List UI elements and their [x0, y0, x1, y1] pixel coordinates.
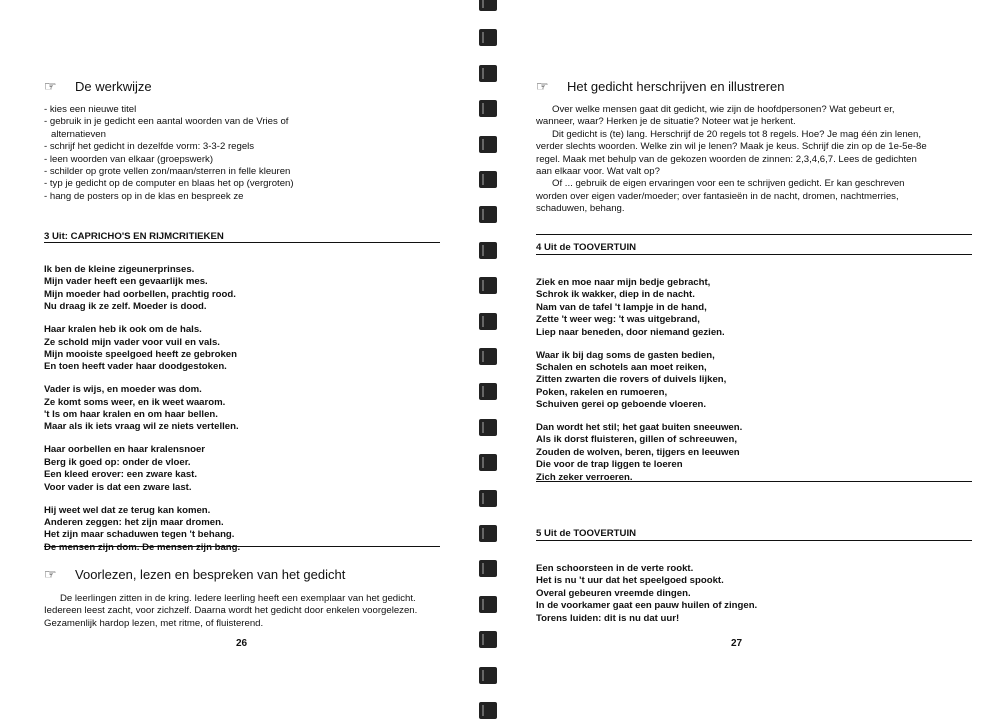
- poem-line: Nu draag ik ze zelf. Moeder is dood.: [44, 301, 207, 313]
- poem-line: Nam van de tafel 't lampje in de hand,: [536, 301, 707, 313]
- binding-ring: [479, 313, 497, 330]
- poem-stanza: [536, 563, 757, 625]
- body-line: schaduwen, behang.: [536, 203, 625, 215]
- section-4-rule: [536, 254, 972, 255]
- binding-ring: [479, 29, 497, 46]
- poem-line: Dan wordt het stil; het gaat buiten sneeuwen.: [536, 422, 743, 434]
- poem-line: Waar ik bij dag soms de gasten bedien,: [536, 349, 715, 361]
- poem-line: Schalen en schotels aan moet reiken,: [536, 361, 707, 373]
- section-4-poem: [536, 277, 742, 495]
- body-line: verder slechts woorden. Welke zin wil je lenen? Maak je keus. Schrijf die zin op de 1e-5e-8e: [536, 141, 927, 153]
- binding-ring: [479, 383, 497, 400]
- poem-line: Schuiven gerei op geboende vloeren.: [536, 399, 707, 411]
- poem-line: Ik ben de kleine zigeunerprinses.: [44, 264, 195, 275]
- werkwijze-heading-row: [44, 78, 152, 96]
- poem-line: Het is nu 't uur dat het speelgoed spookt.: [536, 575, 724, 587]
- section-3-end-rule: [44, 546, 440, 547]
- poem-line: Overal gebeuren vreemde dingen.: [536, 587, 691, 599]
- poem-line: Ze schold mijn vader voor vuil en vals.: [44, 336, 220, 348]
- poem-line: Ze komt soms weer, en ik weet waarom.: [44, 396, 226, 408]
- poem-line: Schrok ik wakker, diep in de nacht.: [536, 289, 695, 301]
- section-5-rule: [536, 540, 972, 541]
- pointing-hand-icon: ☞: [44, 78, 57, 94]
- list-item: - typ je gedicht op de computer en blaas het op (vergroten): [44, 178, 294, 190]
- right-page: [506, 0, 999, 707]
- section-5-title: 5 Uit de TOOVERTUIN: [536, 528, 637, 539]
- poem-line: Ziek en moe naar mijn bedje gebracht,: [536, 277, 711, 288]
- poem-line: In de voorkamer gaat een pauw huilen of zingen.: [536, 600, 758, 612]
- list-item: - schrijf het gedicht in dezelfde vorm: 3-3-2 regels: [44, 141, 255, 153]
- herschrijven-body: [536, 104, 927, 216]
- voorlezen-heading: Voorlezen, lezen en bespreken van het gedicht: [75, 567, 346, 582]
- poem-line: Torens luiden: dit is nu dat uur!: [536, 612, 680, 624]
- voorlezen-body: [44, 593, 417, 630]
- poem-line: Voor vader is dat een zware last.: [44, 481, 192, 493]
- werkwijze-heading: De werkwijze: [75, 79, 152, 94]
- binding-ring: [479, 667, 497, 684]
- poem-line: Anderen zeggen: het zijn maar dromen.: [44, 516, 224, 528]
- section-3-poem: [44, 264, 240, 565]
- werkwijze-list: [44, 104, 294, 203]
- body-line: wanneer, waar? Herken je de situatie? Noteer wat je herkent.: [536, 116, 796, 128]
- poem-line: Maar als ik iets vraag wil ze niets vertellen.: [44, 421, 239, 433]
- body-line: Iedereen leest zacht, voor zichzelf. Daarna wordt het gedicht door enkelen voorgelezen.: [44, 605, 418, 617]
- poem-line: Mijn mooiste speelgoed heeft ze gebroken: [44, 348, 237, 360]
- binding-ring: [479, 100, 497, 117]
- body-line: aan elkaar voor. Wat valt op?: [536, 166, 660, 178]
- list-item: alternatieven: [51, 128, 106, 140]
- body-line: De leerlingen zitten in de kring. Iedere leerling heeft een exemplaar van het gedicht.: [60, 593, 416, 604]
- poem-line: Poken, rakelen en rumoeren,: [536, 386, 668, 398]
- binding-ring: [479, 206, 497, 223]
- poem-line: Hij weet wel dat ze terug kan komen.: [44, 504, 211, 516]
- list-item: - leen woorden van elkaar (groepswerk): [44, 153, 214, 165]
- poem-stanza: [44, 264, 240, 314]
- body-line: worden over eigen vader/moeder; over fantasieën in de nacht, dromen, nachtmerries,: [536, 190, 899, 202]
- herschrijven-heading-row: [536, 78, 785, 96]
- herschrijven-heading: Het gedicht herschrijven en illustreren: [567, 79, 785, 94]
- poem-line: Haar kralen heb ik ook om de hals.: [44, 324, 202, 336]
- page-number-right: 27: [731, 638, 743, 649]
- poem-line: Als ik dorst fluisteren, gillen of schreeuwen,: [536, 434, 737, 446]
- poem-line: 't Is om haar kralen en om haar bellen.: [44, 409, 218, 421]
- list-item: - gebruik in je gedicht een aantal woorden van de Vries of: [44, 116, 289, 128]
- poem-line: Het zijn maar schaduwen tegen 't behang.: [44, 529, 235, 541]
- section-4-top-rule: [536, 234, 972, 235]
- poem-stanza: [536, 422, 742, 484]
- body-line: regel. Maak met behulp van de gekozen woorden de zinnen: 2,3,4,6,7. Lees de gedichten: [536, 153, 917, 165]
- binding-ring: [479, 171, 497, 188]
- page-number-left: 26: [236, 638, 248, 649]
- poem-line: Mijn moeder had oorbellen, prachtig rood.: [44, 288, 236, 300]
- poem-line: En toen heeft vader haar doodgestoken.: [44, 361, 227, 373]
- poem-stanza: [536, 350, 742, 412]
- binding-ring: [479, 277, 497, 294]
- poem-line: Een schoorsteen in de verte rookt.: [536, 563, 694, 574]
- binding-ring: [479, 242, 497, 259]
- binding-ring: [479, 596, 497, 613]
- list-item: - hang de posters op in de klas en bespreek ze: [44, 190, 244, 202]
- body-line: Over welke mensen gaat dit gedicht, wie zijn de hoofdpersonen? Wat gebeurt er,: [552, 104, 895, 115]
- poem-stanza: [536, 277, 742, 339]
- poem-line: Vader is wijs, en moeder was dom.: [44, 384, 202, 396]
- binding-ring: [479, 65, 497, 82]
- poem-stanza: [44, 324, 240, 374]
- poem-line: De mensen zijn dom. De mensen zijn bang.: [44, 541, 241, 553]
- section-3-title: 3 Uit: CAPRICHO'S EN RIJMCRITIEKEN: [44, 231, 224, 242]
- body-line: Of ... gebruik de eigen ervaringen voor een te schrijven gedicht. Er kan geschreven: [552, 178, 905, 190]
- binding-ring: [479, 419, 497, 436]
- binding-ring: [479, 136, 497, 153]
- section-5-poem: [536, 563, 757, 636]
- poem-stanza: [44, 384, 240, 434]
- spiral-binding: [470, 0, 506, 707]
- binding-ring: [479, 560, 497, 577]
- body-line: Dit gedicht is (te) lang. Herschrijf de 20 regels tot 8 regels. Hoe? Je mag één zin lenen,: [552, 128, 922, 140]
- poem-line: Haar oorbellen en haar kralensnoer: [44, 444, 206, 456]
- poem-line: Zitten zwarten die rovers of duivels lijken,: [536, 374, 727, 386]
- section-3-rule: [44, 242, 440, 243]
- section-4-title: 4 Uit de TOOVERTUIN: [536, 242, 637, 253]
- binding-ring: [479, 490, 497, 507]
- binding-ring: [479, 454, 497, 471]
- poem-line: Die voor de trap liggen te loeren: [536, 459, 683, 471]
- poem-line: Zich zeker verroeren.: [536, 471, 633, 483]
- pointing-hand-icon: ☞: [44, 566, 57, 582]
- binding-ring: [479, 702, 497, 719]
- binding-ring: [479, 348, 497, 365]
- list-item: - schilder op grote vellen zon/maan/sterren in felle kleuren: [44, 166, 291, 178]
- binding-ring: [479, 0, 497, 11]
- poem-stanza: [44, 444, 240, 494]
- list-item: - kies een nieuwe titel: [44, 104, 137, 115]
- poem-line: Mijn vader heeft een gevaarlijk mes.: [44, 276, 208, 288]
- poem-line: Berg ik goed op: onder de vloer.: [44, 456, 191, 468]
- poem-line: Liep naar beneden, door niemand gezien.: [536, 326, 725, 338]
- poem-line: Zette 't weer weg: 't was uitgebrand,: [536, 314, 700, 326]
- pointing-hand-icon: ☞: [536, 78, 549, 94]
- binding-ring: [479, 631, 497, 648]
- poem-line: Een kleed erover: een zware kast.: [44, 469, 198, 481]
- voorlezen-heading-row: [44, 566, 345, 584]
- left-page: [0, 0, 470, 707]
- poem-line: Zouden de wolven, beren, tijgers en leeuwen: [536, 446, 740, 458]
- binding-ring: [479, 525, 497, 542]
- section-4-end-rule: [536, 481, 972, 482]
- body-line: Gezamenlijk hardop lezen, met ritme, of fluisterend.: [44, 617, 264, 629]
